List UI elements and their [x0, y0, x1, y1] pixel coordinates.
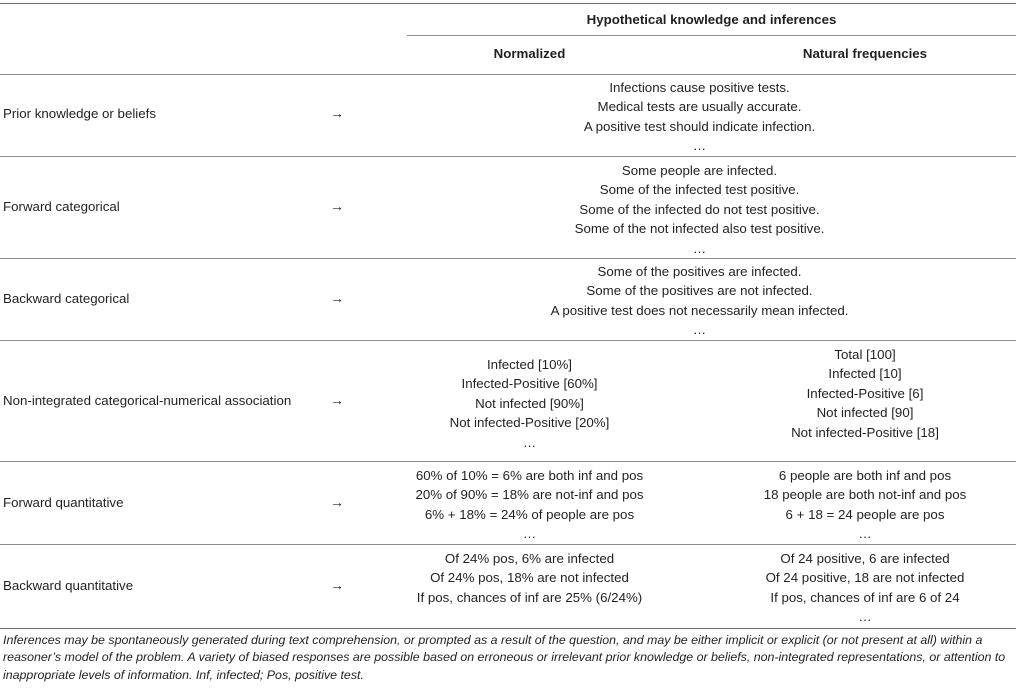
- row-divider: [0, 461, 1016, 462]
- row-label: Forward categorical: [3, 199, 120, 214]
- row-label: Prior knowledge or beliefs: [3, 106, 156, 121]
- normalized-cell: 60% of 10% = 6% are both inf and pos 20% of 90% = 18% are not-inf and pos 6% + 18% = 24% of people are pos …: [415, 468, 644, 542]
- arrow-icon: →: [330, 290, 344, 306]
- natural-frequencies-cell: 6 people are both inf and pos 18 people are both not-inf and pos 6 + 18 = 24 people are pos …: [763, 468, 967, 542]
- row-label: Non-integrated categorical-numerical association: [3, 393, 292, 408]
- arrow-icon: →: [330, 577, 344, 593]
- normalized-cell: Infected [10%] Infected-Positive [60%] Not infected [90%] Not infected-Positive [20%] …: [449, 357, 610, 450]
- natural-frequencies-cell: Total [100] Infected [10] Infected-Positive [6] Not infected [90] Not infected-Positive [18]: [791, 347, 939, 440]
- shared-cell: Some people are infected. Some of the infected test positive. Some of the infected do not test positive. Some of the not infected also test positive. …: [574, 163, 825, 256]
- column-header-natural-frequencies: Natural frequencies: [802, 46, 928, 61]
- natural-frequencies-cell: Of 24 positive, 6 are infected Of 24 positive, 18 are not infected If pos, chances of inf are 6 of 24 …: [765, 551, 965, 625]
- shared-cell: Some of the positives are infected. Some of the positives are not infected. A positive test does not necessarily mean infected. …: [550, 264, 849, 338]
- table-footnote: Inferences may be spontaneously generated during text comprehension, or prompted as a result of the question, and may be either implicit or explicit (or not present at all) within a reasoner’s model of the problem. A variety of biased responses are possible based on erroneous or irrelevant prior knowledge or beliefs, non-integrated representations, or attention to inappropriate levels of information. Inf, infected; Pos, positive test.: [3, 633, 1006, 682]
- row-divider: [0, 156, 1016, 157]
- row-label: Forward quantitative: [3, 495, 124, 510]
- arrow-icon: →: [330, 198, 344, 214]
- row-divider: [0, 340, 1016, 341]
- top-rule: [0, 3, 1016, 4]
- row-divider: [0, 258, 1016, 259]
- group-header-rule: [407, 35, 1016, 36]
- shared-cell: Infections cause positive tests. Medical tests are usually accurate. A positive test should indicate infection. …: [583, 80, 816, 154]
- normalized-cell: Of 24% pos, 6% are infected Of 24% pos, 18% are not infected If pos, chances of inf are 25% (6/24%): [416, 551, 643, 605]
- row-divider: [0, 544, 1016, 545]
- arrow-icon: →: [330, 105, 344, 121]
- column-header-normalized: Normalized: [493, 46, 566, 61]
- arrow-icon: →: [330, 392, 344, 408]
- row-label: Backward categorical: [3, 291, 130, 306]
- header-bottom-rule: [0, 74, 1016, 75]
- arrow-icon: →: [330, 494, 344, 510]
- table-bottom-rule: [0, 628, 1016, 629]
- group-header: Hypothetical knowledge and inferences: [586, 12, 837, 27]
- row-label: Backward quantitative: [3, 578, 134, 593]
